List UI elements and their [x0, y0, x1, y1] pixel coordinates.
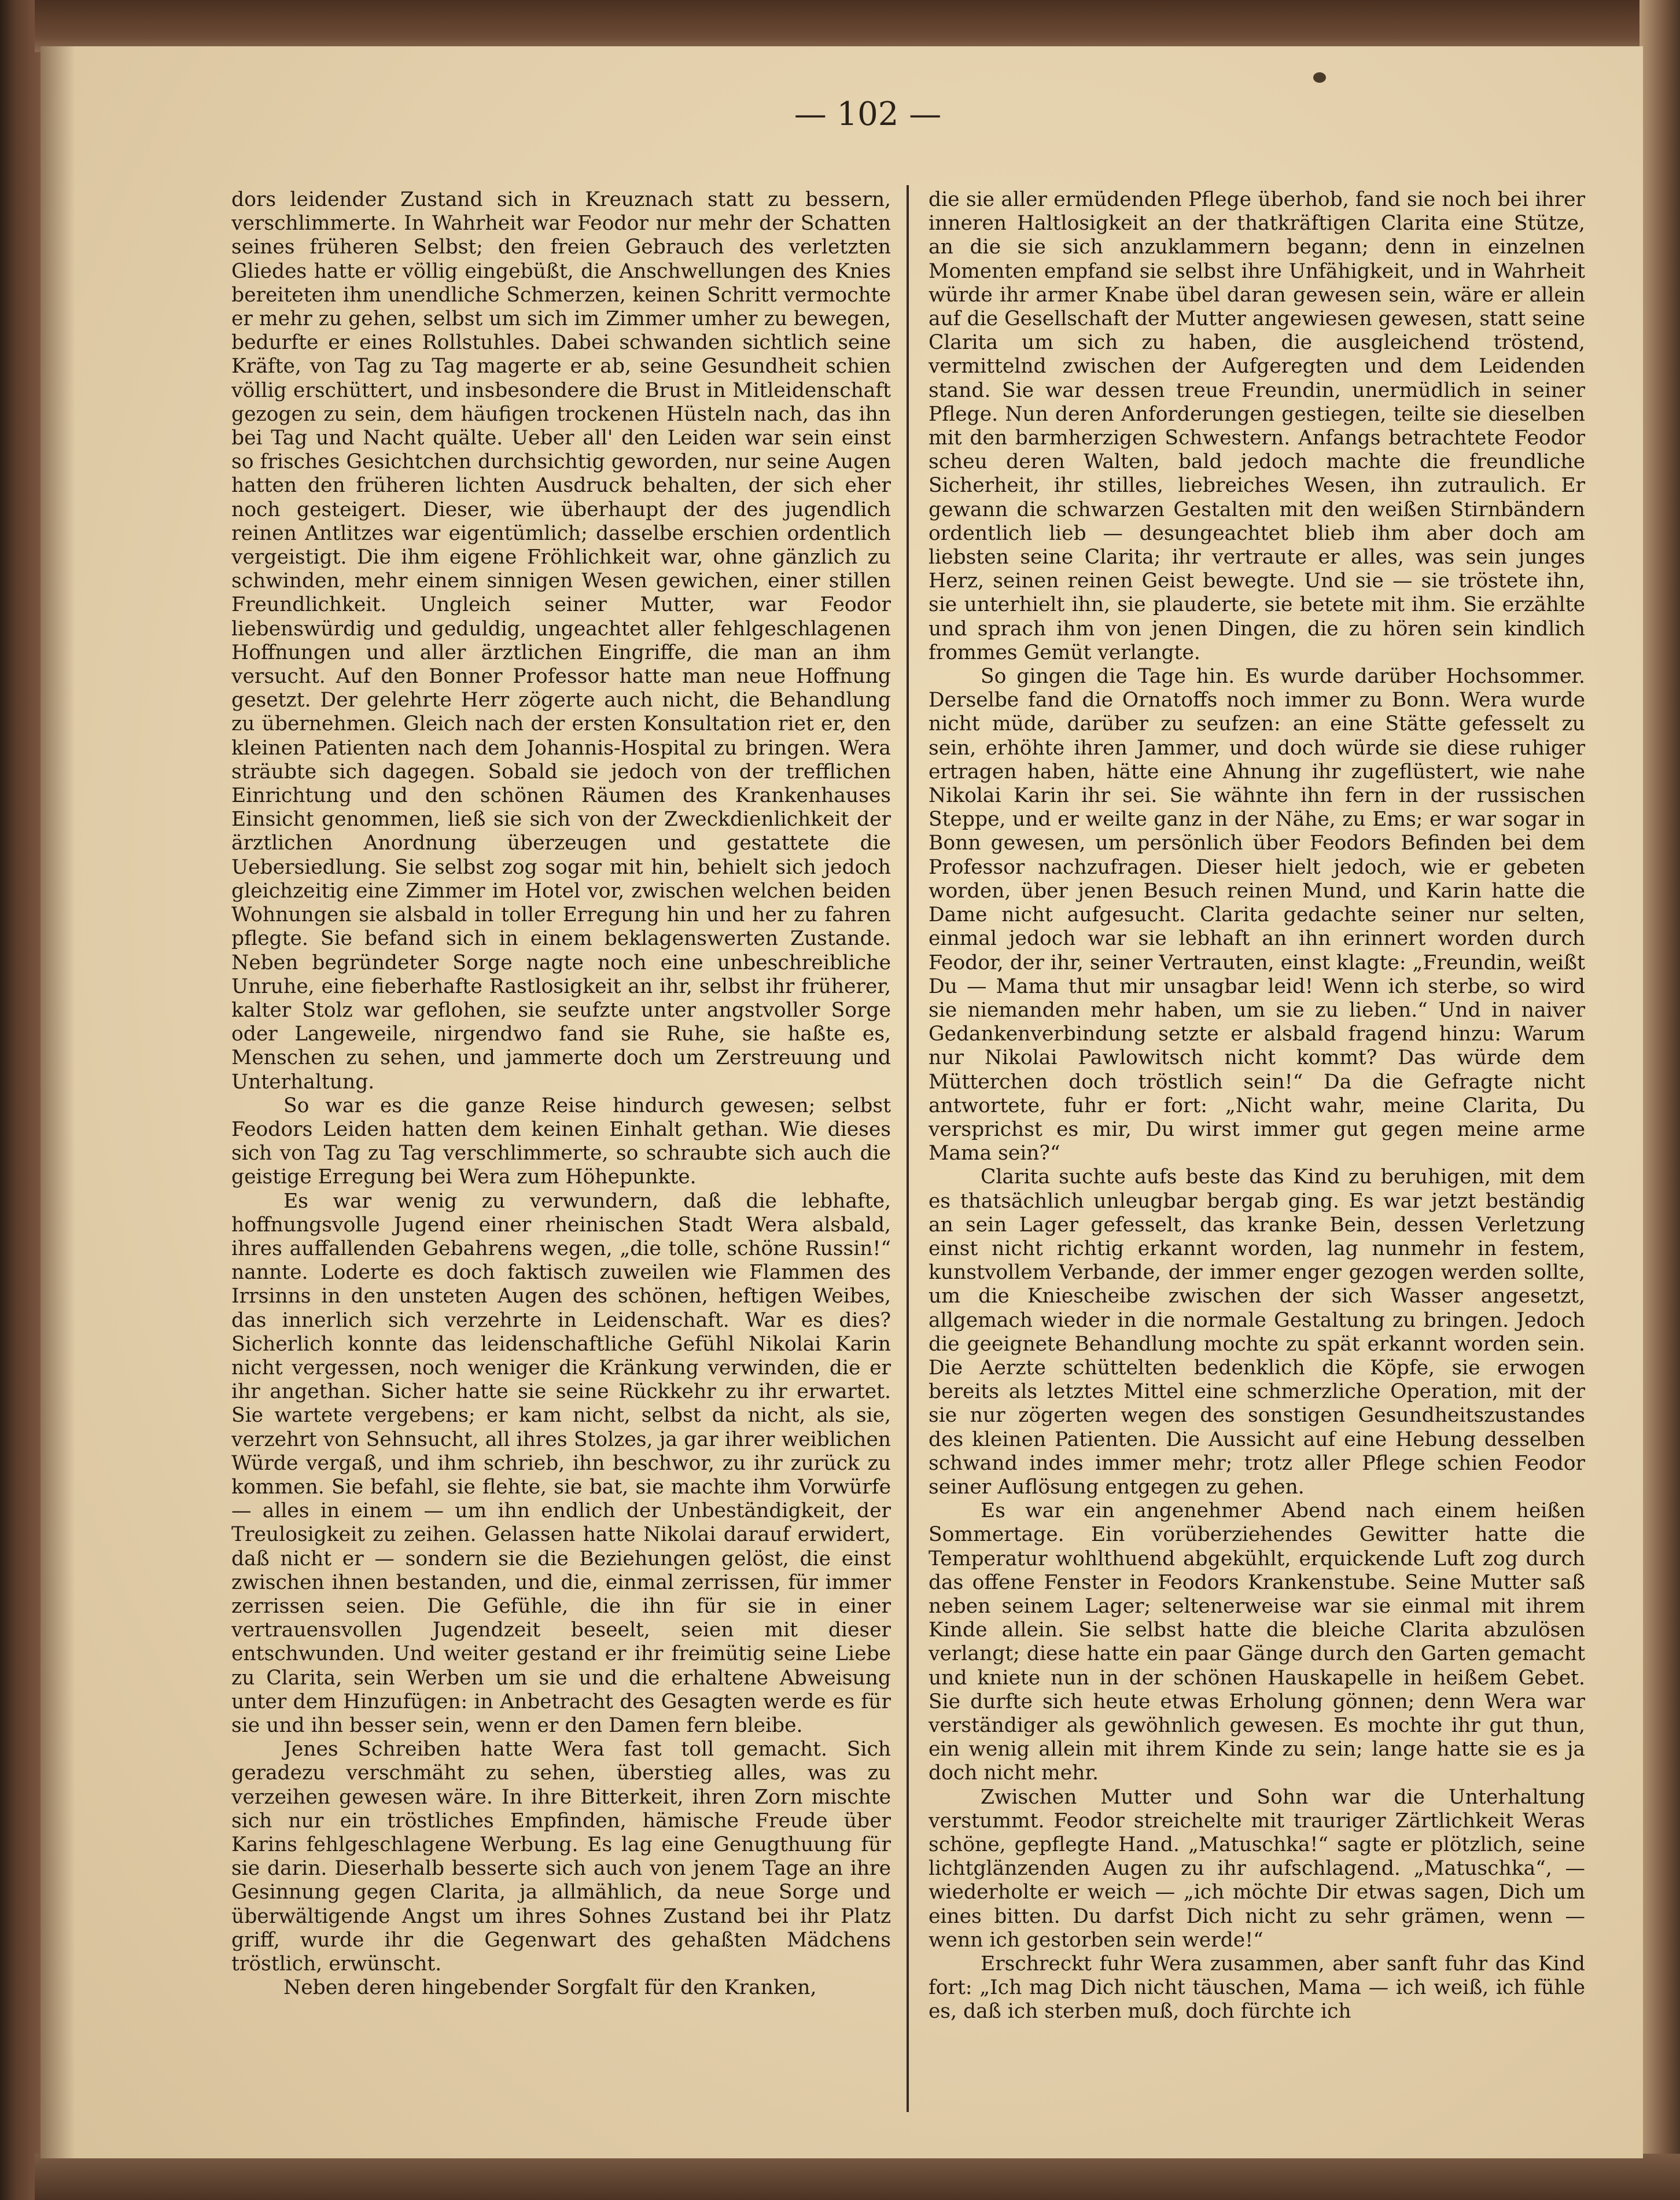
right-column	[929, 188, 1585, 2103]
book-cover-edge	[0, 0, 40, 2200]
paragraph: So gingen die Tage hin. Es wurde darüber Hochsommer. Derselbe fand die Ornatoffs noch immer zu Bonn. Wera wurde nicht müde, darüber zu seufzen: an eine Stätte gefesselt zu sein, erhöhte ihren Jammer, und doch würde sie diese ruhiger ertragen haben, hätte eine Ahnung ihr zugeflüstert, wie nahe Nikolai Karin ihr sei. Sie wähnte ihn fern in der russischen Steppe, und er weilte ganz in der Nähe, zu Ems; er war sogar in Bonn gewesen, um persönlich über Feodors Befinden bei dem Professor nachzufragen. Dieser hielt jedoch, wie er gebeten worden, über jenen Besuch reinen Mund, und Karin hatte die Dame nicht aufgesucht. Clarita gedachte seiner nur selten, einmal jedoch war sie lebhaft an ihn erinnert worden durch Feodor, der ihr, seiner Vertrauten, einst klagte: „Freundin, weißt Du — Mama thut mir unsagbar leid! Wenn ich sterbe, so wird sie niemanden mehr haben, um sie zu lieben.“ Und in naiver Gedankenverbindung setzte er alsbald fragend hinzu: Warum nur Nikolai Pawlowitsch nicht kommt? Das würde dem Mütterchen doch tröstlich sein!“ Da die Gefragte nicht antwortete, fuhr er fort: „Nicht wahr, meine Clarita, Du versprichst es mir, Du wirst immer gut gegen meine arme Mama sein?“	[929, 665, 1585, 1165]
paragraph: Erschreckt fuhr Wera zusammen, aber sanft fuhr das Kind fort: „Ich mag Dich nicht täuschen, Mama — ich weiß, ich fühle es, daß ich sterben muß, doch fürchte ich	[929, 1952, 1585, 2024]
paragraph: dors leidender Zustand sich in Kreuznach statt zu bessern, verschlimmerte. In Wahrheit war Feodor nur mehr der Schatten seines früheren Selbst; den freien Gebrauch des verletzten Gliedes hatte er völlig eingebüßt, die Anschwellungen des Knies bereiteten ihm unendliche Schmerzen, keinen Schritt vermochte er mehr zu gehen, selbst um sich im Zimmer umher zu bewegen, bedurfte er eines Rollstuhles. Dabei schwanden sichtlich seine Kräfte, von Tag zu Tag magerte er ab, seine Gesundheit schien völlig erschüttert, und insbesondere die Brust in Mitleidenschaft gezogen zu sein, dem häufigen trockenen Hüsteln nach, das ihn bei Tag und Nacht quälte. Ueber all' den Leiden war sein einst so frisches Gesichtchen durchsichtig geworden, nur seine Augen hatten den früheren lichten Ausdruck behalten, der sich eher noch gesteigert. Dieser, wie überhaupt der des jugendlich reinen Antlitzes war eigentümlich; dasselbe erschien ordentlich vergeistigt. Die ihm eigene Fröhlichkeit war, ohne gänzlich zu schwinden, mehr einem sinnigen Wesen gewichen, einer stillen Freundlichkeit. Ungleich seiner Mutter, war Feodor liebenswürdig und geduldig, ungeachtet aller fehlgeschlagenen Hoffnungen und aller ärztlichen Eingriffe, die man an ihm versucht. Auf den Bonner Professor hatte man neue Hoffnung gesetzt. Der gelehrte Herr zögerte auch nicht, die Behandlung zu übernehmen. Gleich nach der ersten Konsultation riet er, den kleinen Patienten nach dem Johannis-Hospital zu bringen. Wera sträubte sich dagegen. Sobald sie jedoch von der trefflichen Einrichtung und den schönen Räumen des Krankenhauses Einsicht genommen, ließ sie sich von der Zweckdienlichkeit der ärztlichen Anordnung überzeugen und gestattete die Uebersiedlung. Sie selbst zog sogar mit hin, behielt sich jedoch gleichzeitig eine Zimmer im Hotel vor, zwischen welchen beiden Wohnungen sie alsbald in toller Erregung hin und her zu fahren pflegte. Sie befand sich in einem beklagenswerten Zustande. Neben begründeter Sorge nagte noch eine unbeschreibliche Unruhe, eine fieberhafte Rastlosigkeit an ihr, selbst ihr früherer, kalter Stolz war geflohen, sie seufzte unter angstvoller Sorge oder Langeweile, nirgendwo fand sie Ruhe, sie haßte es, Menschen zu sehen, und jammerte doch um Zerstreuung und Unterhaltung.	[231, 188, 891, 1094]
page-top-edge	[35, 0, 1680, 52]
page-number: — 102 —	[794, 95, 942, 133]
paragraph: Jenes Schreiben hatte Wera fast toll gemacht. Sich geradezu verschmäht zu sehen, überstieg alles, was zu verzeihen gewesen wäre. In ihre Bitterkeit, ihren Zorn mischte sich nur ein tröstliches Empfinden, hämische Freude über Karins fehlgeschlagene Werbung. Es lag eine Genugthuung für sie darin. Dieserhalb besserte sich auch von jenem Tage an ihre Gesinnung gegen Clarita, ja allmählich, da neue Sorge und überwältigende Angst um ihres Sohnes Zustand bei ihr Platz griff, wurde ihr die Gegenwart des gehaßten Mädchens tröstlich, erwünscht.	[231, 1738, 891, 1976]
page-bottom-edge	[35, 2154, 1680, 2200]
paragraph: Neben deren hingebender Sorgfalt für den Kranken,	[283, 1976, 817, 2000]
paragraph: Zwischen Mutter und Sohn war die Unterhaltung verstummt. Feodor streichelte mit trauriger Zärtlichkeit Weras schöne, gepflegte Hand. „Matuschka!“ sagte er plötzlich, seine lichtglänzenden Augen zu ihr aufschlagend. „Matuschka“, — wiederholte er weich — „ich möchte Dir etwas sagen, Dich um eines bitten. Du darfst Dich nicht zu sehr grämen, wenn — wenn ich gestorben sein werde!“	[929, 1785, 1585, 1952]
page-right-edge	[1640, 0, 1680, 2200]
column-divider	[907, 185, 909, 2112]
gutter-shadow	[40, 46, 75, 2158]
paragraph: Clarita suchte aufs beste das Kind zu beruhigen, mit dem es thatsächlich unleugbar bergab ging. Es war jetzt beständig an sein Lager gefesselt, das kranke Bein, dessen Verletzung einst nicht richtig erkannt worden, lag nunmehr in festem, kunstvollem Verbande, der immer enger gezogen werden sollte, um die Kniescheibe zwischen der sich Wasser angesetzt, allgemach wieder in die normale Gestaltung zu bringen. Jedoch die geeignete Behandlung mochte zu spät erkannt worden sein. Die Aerzte schüttelten bedenklich die Köpfe, sie erwogen bereits als letztes Mittel eine schmerzliche Operation, mit der sie nur zögerten wegen des sonstigen Gesundheitszustandes des kleinen Patienten. Die Aussicht auf eine Hebung desselben schwand indes immer mehr; trotz aller Pflege schien Feodor seiner Auflösung entgegen zu gehen.	[929, 1165, 1585, 1499]
paragraph: die sie aller ermüdenden Pflege überhob, fand sie noch bei ihrer inneren Haltlosigkeit an der thatkräftigen Clarita eine Stütze, an die sie sich anzuklammern begann; denn in einzelnen Momenten empfand sie selbst ihre Unfähigkeit, und in Wahrheit würde ihr armer Knabe übel daran gewesen sein, wäre er allein auf die Gesellschaft der Mutter angewiesen gewesen, statt seine Clarita um sich zu haben, die ausgleichend tröstend, vermittelnd zwischen der Aufgeregten und dem Leidenden stand. Sie war dessen treue Freundin, unermüdlich in seiner Pflege. Nun deren Anforderungen gestiegen, teilte sie dieselben mit den barmherzigen Schwestern. Anfangs betrachtete Feodor scheu deren Walten, bald jedoch machte die freundliche Sicherheit, ihr stilles, liebreiches Wesen, ihn zutraulich. Er gewann die schwarzen Gestalten mit den weißen Stirnbändern ordentlich lieb — desungeachtet blieb ihm aber doch am liebsten seine Clarita; ihr vertraute er alles, was sein junges Herz, seinen reinen Geist bewegte. Und sie — sie tröstete ihn, sie unterhielt ihn, sie plauderte, sie betete mit ihm. Sie erzählte und sprach ihm von jenen Dingen, die zu hören sein kindlich frommes Gemüt verlangte.	[929, 188, 1585, 664]
paragraph: Es war ein angenehmer Abend nach einem heißen Sommertage. Ein vorüberziehendes Gewitter hatte die Temperatur wohlthuend abgekühlt, erquickende Luft zog durch das offene Fenster in Feodors Krankenstube. Seine Mutter saß neben seinem Lager; seltenerweise war sie einmal mit ihrem Kinde allein. Sie selbst hatte die bleiche Clarita abzulösen verlangt; diese hatte ein paar Gänge durch den Garten gemacht und kniete nun in der schönen Hauskapelle in heißem Gebet. Sie durfte sich heute etwas Erholung gönnen; denn Wera war verständiger als gewöhnlich gewesen. Es mochte ihr gut thun, ein wenig allein mit ihrem Kinde zu sein; lange hatte sie es ja doch nicht mehr.	[929, 1499, 1585, 1785]
paragraph: Es war wenig zu verwundern, daß die lebhafte, hoffnungsvolle Jugend einer rheinischen Stadt Wera alsbald, ihres auffallenden Gebahrens wegen, „die tolle, schöne Russin!“ nannte. Loderte es doch faktisch zuweilen wie Flammen des Irrsinns in den unsteten Augen des schönen, heftigen Weibes, das innerlich sich verzehrte in Leidenschaft. War es dies? Sicherlich konnte das leidenschaftliche Gefühl Nikolai Karin nicht vergessen, noch weniger die Kränkung verwinden, die er ihr angethan. Sicher hatte sie seine Rückkehr zu ihr erwartet. Sie wartete vergebens; er kam nicht, selbst da nicht, als sie, verzehrt von Sehnsucht, all ihres Stolzes, ja gar ihrer weiblichen Würde vergaß, und ihm schrieb, ihn beschwor, zu ihr zurück zu kommen. Sie befahl, sie flehte, sie bat, sie machte ihm Vorwürfe — alles in einem — um ihn endlich der Unbeständigkeit, der Treulosigkeit zu zeihen. Gelassen hatte Nikolai darauf erwidert, daß nicht er — sondern sie die Beziehungen gelöst, die einst zwischen ihnen bestanden, und die, einmal zerrissen, für immer zerrissen seien. Die Gefühle, die ihn für sie in einer vertrauensvollen Jugendzeit beseelt, seien mit dieser entschwunden. Und weiter gestand er ihr freimütig seine Liebe zu Clarita, sein Werben um sie und die erhaltene Abweisung unter dem Hinzufügen: in Anbetracht des Gesagten werde es für sie und ihn besser sein, wenn er den Damen fern bleibe.	[231, 1189, 891, 1737]
ink-spot	[1313, 72, 1326, 83]
paragraph: So war es die ganze Reise hindurch gewesen; selbst Feodors Leiden hatten dem keinen Einhalt gethan. Wie dieses sich von Tag zu Tag verschlimmerte, so schraubte sich auch die geistige Erregung bei Wera zum Höhepunkte.	[231, 1094, 891, 1189]
left-column	[231, 188, 891, 2103]
